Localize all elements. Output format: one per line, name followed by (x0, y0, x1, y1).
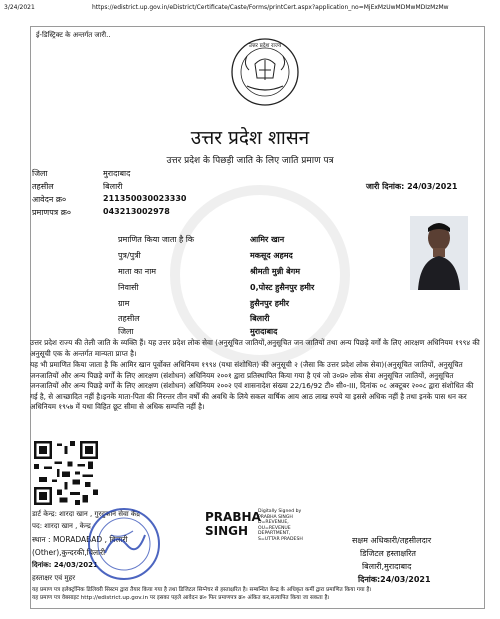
officer-location: बिलारी,मुरादाबाद (362, 562, 412, 571)
office-line-area: (Other),कुन्दरकी,बिलारी (32, 548, 106, 557)
footer-notes (32, 587, 482, 602)
field-label-son-daughter: पुत्र/पुत्री (118, 251, 141, 260)
field-value-tehsil: बिलारी (250, 314, 270, 323)
digital-sign-detail: DEPARTMENT, (258, 531, 291, 536)
office-line-place: स्थान : MORADABAD , बिलारी (32, 535, 128, 544)
digital-sign-detail: Digitally Signed by (258, 509, 302, 514)
qr-code-icon (34, 441, 98, 505)
digital-sign-detail: OU=REVENUE (258, 525, 291, 531)
field-value-resident: 0,पोस्ट हुसैनपुर हमीर (250, 283, 315, 292)
paragraph-caste-statement: उत्तर प्रदेश राज्य की तेली जाति के व्यक्ति हैं। यह उत्तर प्रदेश लोक सेवा (अनुसूचित जातियों,अनुसूचित जन जातियों तथा अन्य पिछड़े वर्गों के लिए आरक्षण अधिनियम १९९४ की अनुसूची एक के अन्तर्गत मान्यता प्राप्त है। (30, 338, 480, 358)
field-value-name: आमिर खान (250, 235, 285, 244)
officer-designation: सक्षम अधिकारी/तहसीलदार (352, 536, 432, 545)
print-url: https://edistrict.up.gov.in/eDistrict/Certificate/Caste/Forms/printCert.aspx?application_no=MjExMzUwMDMwMDIzMzMw (92, 4, 449, 11)
digital-sign-detail: D=REVENUE, (258, 520, 289, 525)
meta-label-tehsil: तहसील (32, 182, 54, 191)
footer-note-generated: यह प्रमाण पत्र इलेक्ट्रॉनिक डिलिवरी सिस्टम द्वारा तैयार किया गया है तथा डिजिटल सिग्नेचर से हस्ताक्षरित है। सम्बन्धित केन्द्र के अधिकृत कर्मी द्वारा प्रमाणित किया गया है। (32, 587, 372, 593)
field-label-tehsil: तहसील (118, 314, 140, 323)
office-line-sign: हस्ताक्षर एवं मुहर (32, 574, 76, 582)
emblem-text: उत्तर प्रदेश राज्य (248, 43, 282, 49)
field-label-resident: निवासी (118, 283, 139, 292)
digital-signer-name (205, 510, 261, 538)
office-line-centre: डार्ट केन्द्र: शारदा खान , गुरदुकान सेवा केंद्र (32, 510, 141, 518)
certificate-subtitle: उत्तर प्रदेश के पिछड़ी जाति के लिए जाति प्रमाण पत्र (166, 156, 334, 166)
applicant-photo (410, 216, 468, 290)
field-value-mother: श्रीमती मुन्नी बेगम (250, 267, 300, 276)
officer-digital-signed: डिजिटल हस्ताक्षरित (360, 549, 416, 558)
field-label-village: ग्राम (118, 299, 130, 308)
office-line-date: दिनांक: 24/03/2021 (32, 561, 98, 569)
certificate-title: उत्तर प्रदेश शासन (190, 127, 310, 149)
meta-label-district: जिला (32, 169, 48, 178)
field-label-district: जिला (118, 327, 134, 336)
meta-value-tehsil: बिलारी (103, 182, 123, 191)
digital-signer-name-line1: PRABHA (205, 510, 261, 524)
top-note: ई-डिस्ट्रिक्ट के अन्तर्गत जारी.. (36, 31, 111, 39)
field-value-father: मकसूद अहमद (250, 251, 293, 260)
print-date: 3/24/2021 (4, 4, 35, 11)
meta-value-application-no: 211350030023330 (103, 194, 187, 203)
field-label-certified: प्रमाणित किया जाता है कि (118, 235, 195, 244)
meta-label-certificate-no: प्रमाणपत्र क्र० (32, 208, 71, 217)
digital-signer-name-line2: SINGH (205, 524, 249, 538)
digital-sign-details (258, 509, 303, 542)
digital-sign-detail: PRABHA SINGH (258, 514, 293, 520)
meta-value-certificate-no: 043213002978 (103, 207, 170, 216)
meta-value-district: मुरादाबाद (103, 169, 131, 178)
meta-label-application-no: आवेदन क्र० (32, 195, 67, 204)
official-seal-stamp-icon (85, 505, 163, 583)
digital-sign-detail: S=UTTAR PRADESH (258, 536, 303, 542)
office-line-post: पद: शारदा खान , केन्द्र (32, 522, 91, 530)
issue-date: जारी दिनांक: 24/03/2021 (366, 182, 458, 191)
officer-date: दिनांक:24/03/2021 (358, 575, 431, 584)
person-photo-icon (410, 216, 468, 290)
field-value-district: मुरादाबाद (250, 327, 278, 336)
field-label-mother: माता का नाम (118, 267, 157, 276)
field-value-village: हुसैनपुर हमीर (250, 299, 290, 308)
footer-note-verify: यह प्रमाण पत्र वेबसाइट http://edistrict.up.gov.in पर इसका पहले आवेदन क्र० फिर प्रमाणपत्र क्र० अंकित कर,सत्यापित किया जा सकता है। (32, 594, 330, 601)
paragraph-certification: यह भी प्रमाणित किया जाता है कि आमिर खान पूर्वोक्त अधिनियम १९९४ (यथा संशोधित) की अनुसूची २ (जैसा कि उत्तर प्रदेश लोक सेवा)(अनुसूचित जातियों, अनुसूचित जनजातियों और अन्य पिछड़े वर्गों के लिए आरक्षण (संशोधन) अधिनियम २००१ द्वारा प्रतिस्थापित किया गया है एवं जो उ०प्र० लोक सेवा अनुसूचित जातियों, अनुसूचित जनजातियों और अन्य पिछड़े वर्गों के लिए आरक्षण (संशोधन) अधिनियम २००२ एवं शासनादेश संख्या 22/16/92 टी० सी०-III, दिनांक ०८ अक्टूबर २००८ द्वारा संशोधित की गई है, से आच्छादित नहीं है।इनके माता-पिता की निरन्तर तीन वर्षों की अवधि के लिये सकल वार्षिक आय आठ लाख रुपये या इससे अधिक नहीं है तथा इनके पास धन कर अधिनियम १९५७ में यथा विहित छूट सीमा से अधिक सम्पत्ति नहीं है। (30, 360, 474, 411)
